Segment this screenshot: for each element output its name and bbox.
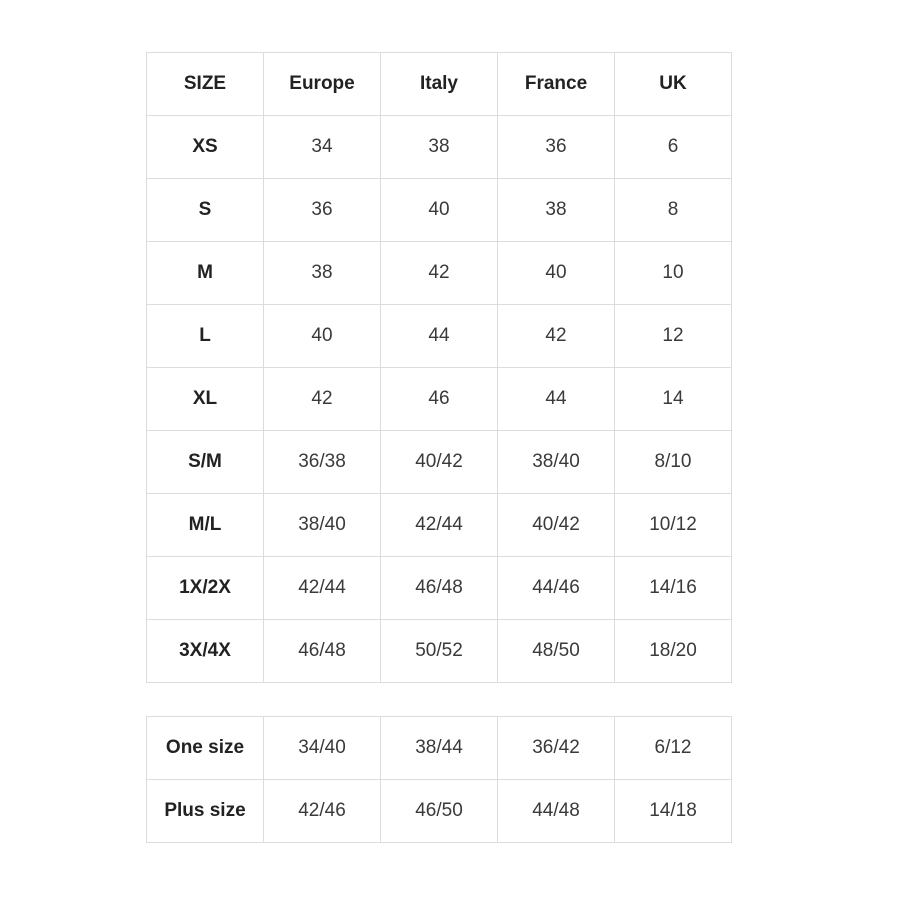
header-cell: Italy (381, 53, 498, 116)
size-value-cell: 36 (498, 116, 615, 179)
size-value-cell: 38/40 (264, 494, 381, 557)
table-row (147, 116, 732, 179)
size-label-cell: XS (147, 116, 264, 179)
table-body (147, 116, 732, 683)
size-value-cell: 42 (381, 242, 498, 305)
size-value-cell: 40/42 (381, 431, 498, 494)
table-row (147, 620, 732, 683)
size-label-cell: S (147, 179, 264, 242)
table-header-row (147, 53, 732, 116)
size-value-cell: 46 (381, 368, 498, 431)
size-conversion-table (146, 52, 732, 683)
size-value-cell: 40 (264, 305, 381, 368)
table-row (147, 305, 732, 368)
size-value-cell: 38/44 (381, 717, 498, 780)
table-row (147, 431, 732, 494)
size-value-cell: 46/50 (381, 780, 498, 843)
table-row (147, 242, 732, 305)
size-label-cell: 3X/4X (147, 620, 264, 683)
size-label-cell: S/M (147, 431, 264, 494)
size-value-cell: 36 (264, 179, 381, 242)
size-value-cell: 14/18 (615, 780, 732, 843)
header-cell: SIZE (147, 53, 264, 116)
header-cell: Europe (264, 53, 381, 116)
size-value-cell: 48/50 (498, 620, 615, 683)
size-value-cell: 40 (381, 179, 498, 242)
size-value-cell: 12 (615, 305, 732, 368)
size-label-cell: M (147, 242, 264, 305)
table-row (147, 780, 732, 843)
size-value-cell: 36/42 (498, 717, 615, 780)
size-label-cell: One size (147, 717, 264, 780)
size-value-cell: 46/48 (264, 620, 381, 683)
size-value-cell: 42/44 (381, 494, 498, 557)
table-row (147, 368, 732, 431)
size-value-cell: 38 (381, 116, 498, 179)
header-cell: UK (615, 53, 732, 116)
size-value-cell: 38 (498, 179, 615, 242)
size-value-cell: 34 (264, 116, 381, 179)
size-value-cell: 38 (264, 242, 381, 305)
size-value-cell: 44/48 (498, 780, 615, 843)
special-size-table (146, 716, 732, 843)
size-label-cell: Plus size (147, 780, 264, 843)
size-value-cell: 42 (498, 305, 615, 368)
size-value-cell: 42/46 (264, 780, 381, 843)
table-row (147, 557, 732, 620)
size-label-cell: M/L (147, 494, 264, 557)
size-value-cell: 40 (498, 242, 615, 305)
header-cell: France (498, 53, 615, 116)
size-label-cell: XL (147, 368, 264, 431)
size-value-cell: 10 (615, 242, 732, 305)
size-value-cell: 34/40 (264, 717, 381, 780)
size-value-cell: 8/10 (615, 431, 732, 494)
size-value-cell: 42 (264, 368, 381, 431)
size-value-cell: 44/46 (498, 557, 615, 620)
size-value-cell: 36/38 (264, 431, 381, 494)
size-value-cell: 6/12 (615, 717, 732, 780)
size-value-cell: 14/16 (615, 557, 732, 620)
size-value-cell: 44 (498, 368, 615, 431)
size-value-cell: 8 (615, 179, 732, 242)
size-label-cell: L (147, 305, 264, 368)
size-value-cell: 46/48 (381, 557, 498, 620)
size-value-cell: 38/40 (498, 431, 615, 494)
size-label-cell: 1X/2X (147, 557, 264, 620)
size-value-cell: 50/52 (381, 620, 498, 683)
size-value-cell: 18/20 (615, 620, 732, 683)
table-row (147, 494, 732, 557)
size-value-cell: 10/12 (615, 494, 732, 557)
size-value-cell: 40/42 (498, 494, 615, 557)
size-value-cell: 44 (381, 305, 498, 368)
size-value-cell: 6 (615, 116, 732, 179)
table-row (147, 179, 732, 242)
table-body (147, 717, 732, 843)
size-value-cell: 42/44 (264, 557, 381, 620)
table-row (147, 717, 732, 780)
size-value-cell: 14 (615, 368, 732, 431)
